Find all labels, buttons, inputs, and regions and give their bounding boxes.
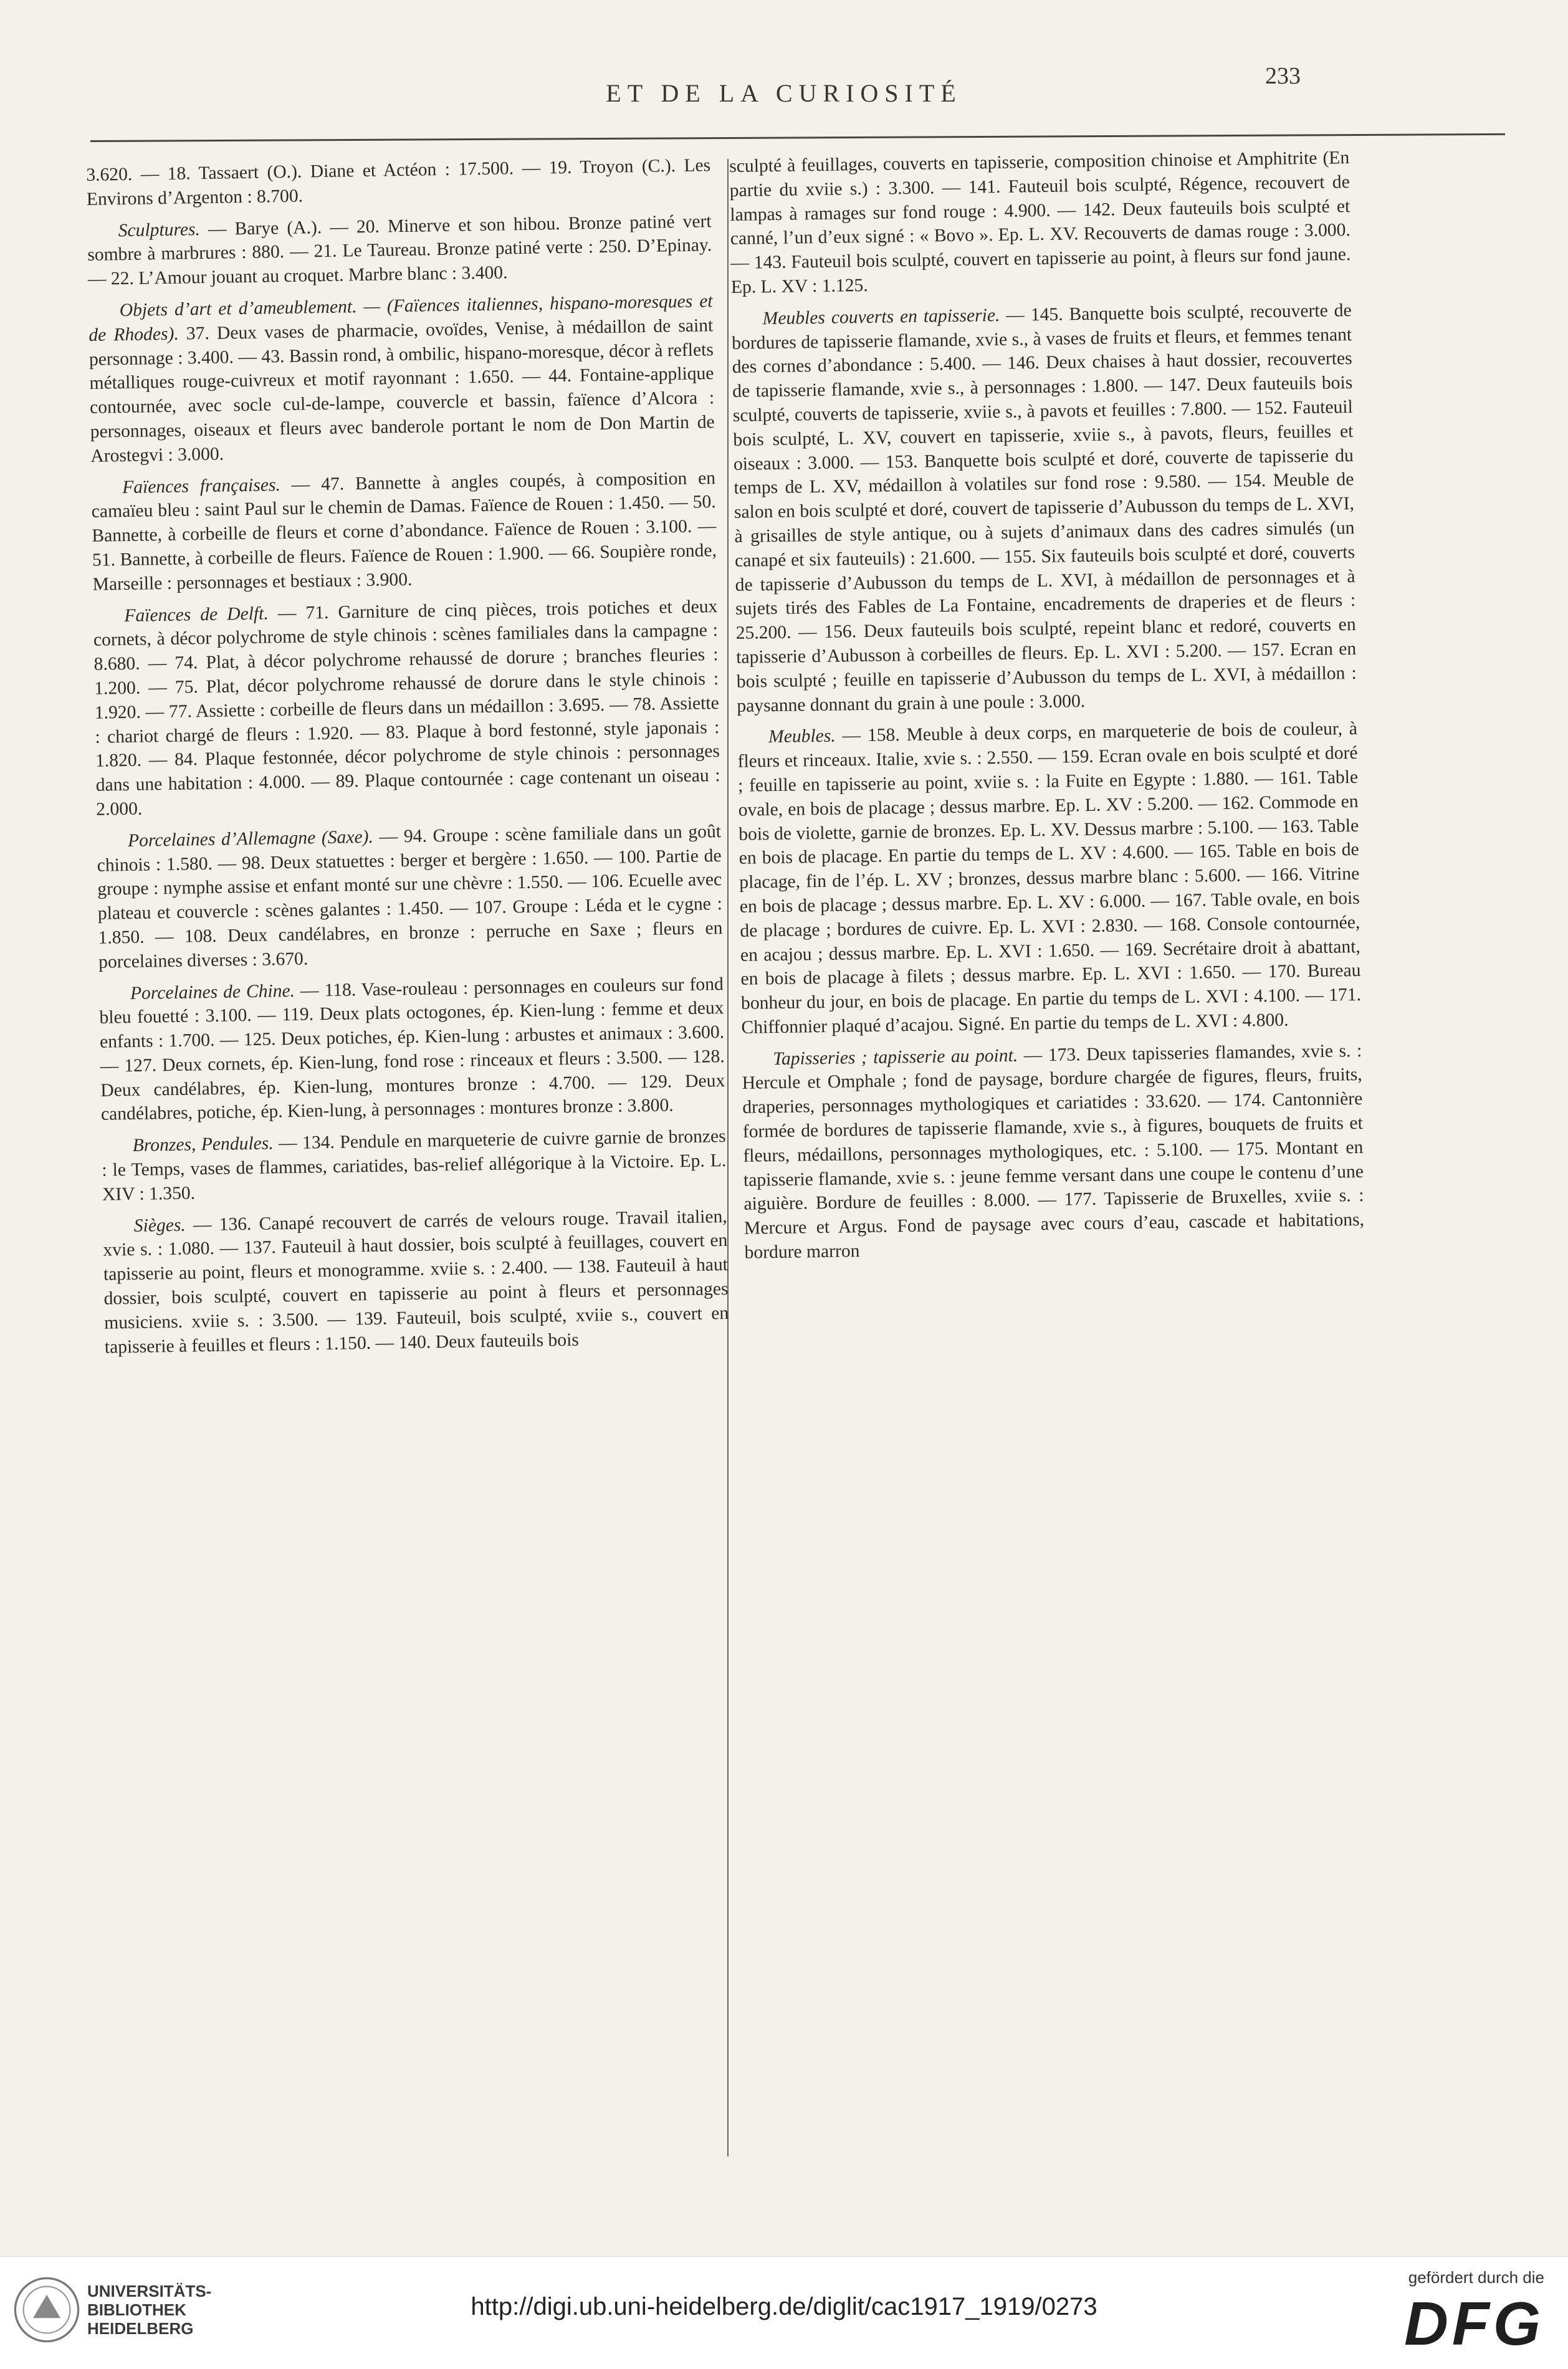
section-heading: Meubles. [768,726,836,747]
section-heading: Tapisseries ; tapisserie au point. [773,1045,1018,1068]
paragraph [742,1039,1365,1265]
paragraph-text: 37. Deux vases de pharmacie, ovoïdes, Venise, à médaillon de saint personnage : 3.400. — 43. Bassin rond, à ombilic, hispano-moresque, décor à reflets métalliques rouge-cuivreux et motif rayonnant : 1.650. — 44. Fontaine-applique contournée, avec socle cul-de-lampe, couvercle et bassin, faïence d’Alcora : personnages, oiseaux et fleurs avec banderole portant le nom de Don Martin de Arostegvi : 3.000. [89,315,715,466]
paragraph-text: — 118. Vase-rouleau : personnages en couleurs sur fond bleu fouetté : 3.100. — 119. Deux plats octogones, ép. Kien-lung : femme et deux enfants : 1.700. — 125. Deux potiches, ép. Kien-lung : arbustes et animaux : 3.600. — 127. Deux cornets, ép. Kien-lung, fond rose : rinceaux et fleurs : 3.500. — 128. Deux candélabres, ép. Kien-lung, montures bronze : 4.700. — 129. Deux candélabres, potiche, ép. Kien-lung, à personnages : montures bronze : 3.800. [99,974,725,1125]
paragraph-text: — 71. Garniture de cinq pièces, trois potiches et deux cornets, à décor polychrome de style chinois : scènes familiales dans la campagne : 8.680. — 74. Plat, à décor polychrome rehaussé de dorure ; branches fleuries : 1.200. — 75. Plat, décor polychrome rehaussé de dorure dans le style chinois : 1.920. — 77. Assiette : corbeille de fleurs dans un médaillon : 3.695. — 78. Assiette : chariot chargé de fleurs : 1.920. — 83. Plaque à bord festonné, style japonais : 1.820. — 84. Plaque festonnée, décor polychrome de style chinois : personnages dans une habitation : 4.000. — 89. Plaque contournée : cage contenant un oiseau : 2.000. [93,596,720,820]
paragraph [729,146,1351,300]
paragraph [88,289,715,468]
column-divider [727,159,729,2156]
section-heading: Bronzes, Pendules. [133,1134,274,1156]
section-heading: Faïences françaises. [122,475,280,497]
library-name-line: BIBLIOTHEK [87,2300,211,2319]
paragraph [737,717,1362,1040]
sponsor-block [1404,2268,1544,2355]
viewer-footer [0,2256,1568,2369]
section-heading: Porcelaines d’Allemagne (Saxe). [128,827,373,851]
paragraph [87,209,712,292]
section-heading: Objets d’art et d’ameublement. — (Faïences italiennes, hispano-moresques et de Rhodes). [88,291,713,345]
section-heading: Meubles couverts en tapisserie. [762,305,1000,328]
paragraph [102,1205,729,1359]
library-name-line: HEIDELBERG [87,2319,211,2338]
paragraph-text: — 145. Banquette bois sculpté, recouverte de bordures de tapisserie flamande, xvie s., à vases de fruits et fleurs, et femmes tenant des cornes d’abondance : 5.400. — 146. Deux chaises à haut dossier, recouvertes de tapisserie flamande, xvie s., à personnages : 1.800. — 147. Deux fauteuils bois sculpté, couverts de tapisserie, xviie s., à pavots et feuilles : 7.800. — 152. Fauteuil bois sculpté, L. XV, couvert en tapisserie, xviie s., à pavots, fleurs, feuilles et oiseaux : 3.000. — 153. Banquette bois sculpté et doré, couverte de tapisserie du temps de L. XV, médaillon à volatiles sur fond rose : 9.580. — 154. Meuble de salon en bois sculpté et doré, couvert de tapisserie d’Aubusson du temps de L. XVI, à grisailles de style antique, ou à sujets d’animaux dans des cadres simulés (un canapé et six fauteuils) : 21.600. — 155. Six fauteuils bois sculpté et doré, couverts de tapisserie d’Aubusson du temps de L. XVI, à médaillon de personnages et à sujets tirés des Fables de La Fontaine, encadrements de draperies et de fleurs : 25.200. — 156. Deux fauteuils bois sculpté, repeint blanc et redoré, couverts en tapisserie d’Aubusson à corbeilles de fleurs. Ep. L. XVI : 5.200. — 157. Ecran en bois sculpté ; feuille en tapisserie d’Aubusson du temps de L. XVI, à médaillon : paysanne donnant du grain à une poule : 3.000. [732,300,1357,716]
header-rule [90,133,1505,142]
paragraph-text: — 134. Pendule en marqueterie de cuivre garnie de bronzes : le Temps, vases de flammes, cariatides, bas-relief allégorique à la Victoire. Ep. L. XIV : 1.350. [102,1126,726,1204]
section-heading: Sièges. [134,1215,186,1235]
section-heading: Porcelaines de Chine. [130,980,295,1003]
right-column [729,146,1365,1273]
paragraph [93,595,720,822]
permalink[interactable]: http://digi.ub.uni-heidelberg.de/diglit/cac1917_1919/0273 [0,2293,1568,2321]
paragraph [86,153,711,211]
paragraph-text: — 94. Groupe : scène familiale dans un goût chinois : 1.580. — 98. Deux statuettes : berger et bergère : 1.650. — 100. Partie de groupe : nymphe assise et enfant monté sur une chèvre : 1.550. — 106. Ecuelle avec plateau et couvercle : scènes galantes : 1.450. — 107. Groupe : Léda et le cygne : 1.850. — 108. Deux candélabres, en bronze : perruche en Saxe ; fleurs en porcelaines diverses : 3.670. [97,821,722,972]
dfg-logo: DFG [1404,2292,1544,2355]
page-number: 233 [1265,62,1301,90]
left-column [86,153,729,1367]
paragraph-text: 3.620. — 18. Tassaert (O.). Diane et Actéon : 17.500. — 19. Troyon (C.). Les Environs d’Argenton : 8.700. [86,155,710,209]
paragraph-text: — Barye (A.). — 20. Minerve et son hibou. Bronze patiné vert sombre à marbrures : 880. — 21. Le Taureau. Bronze patiné verte : 250. D’Epinay. — 22. L’Amour jouant au croquet. Marbre blanc : 3.400. [87,211,712,289]
paragraph [99,972,726,1127]
library-name-line: UNIVERSITÄTS- [87,2282,211,2300]
paragraph [101,1124,727,1207]
paragraph [731,299,1357,718]
paragraph-text: — 47. Bannette à angles coupés, à composition en camaïeu bleu : saint Paul sur le chemin de Damas. Faïence de Rouen : 1.450. — 50. Bannette, à corbeille de fleurs et corne d’abondance. Faïence de Rouen : 3.100. — 51. Bannette, à corbeille de fleurs. Faïence de Rouen : 1.900. — 66. Soupière ronde, Marseille : personnages et bestiaux : 3.900. [92,468,717,595]
sponsor-label: gefördert durch die [1404,2268,1544,2287]
paragraph [91,466,717,597]
paragraph-text: sculpté à feuillages, couverts en tapisserie, composition chinoise et Amphitrite (En partie du xviie s.) : 3.300. — 141. Fauteuil bois sculpté, Régence, recouvert de lampas à ramages sur fond rouge : 4.900. — 142. Deux fauteuils bois sculpté et canné, l’un d’eux signé : « Bovo ». Ep. L. XV. Recouverts de damas rouge : 3.000. — 143. Fauteuil bois sculpté, couvert en tapisserie au point, à fleurs sur fond jaune. Ep. L. XV : 1.125. [729,148,1351,297]
paragraph-text: — 158. Meuble à deux corps, en marqueterie de bois de couleur, à fleurs et rinceaux. Italie, xvie s. : 2.550. — 159. Ecran ovale en bois sculpté et doré ; feuille en tapisserie au point, xviie s. : la Fuite en Egypte : 1.880. — 161. Table ovale, en bois de placage ; dessus marbre. Ep. L. XV : 5.200. — 162. Commode en bois de violette, garnie de bronzes. Ep. L. XV. Dessus marbre : 5.100. — 163. Table en bois de placage. En partie du temps de L. XV : 4.600. — 165. Table en bois de placage, fin de l’ép. L. XV ; bronzes, dessus marbre blanc : 5.600. — 166. Vitrine en bois de placage ; dessus marbre. Ep. L. XV : 6.000. — 167. Table ovale, en bois de placage ; bordures de cuivre. Ep. L. XVI : 2.830. — 168. Console contournée, en acajou ; dessus marbre. Ep. L. XVI : 1.650. — 169. Secrétaire droit à abattant, en bois de placage à filets ; dessus marbre. Ep. L. XVI : 1.650. — 170. Bureau bonheur du jour, en bois de placage. En partie du temps de L. XVI : 4.100. — 171. Chiffonnier plaqué d’acajou. Signé. En partie du temps de L. XVI : 4.800. [737,719,1361,1037]
section-heading: Sculptures. [118,219,200,241]
running-header: ET DE LA CURIOSITÉ [0,79,1568,108]
section-heading: Faïences de Delft. [124,603,269,626]
paragraph-text: — 136. Canapé recouvert de carrés de velours rouge. Travail italien, xvie s. : 1.080. — 137. Fauteuil à haut dossier, bois sculpté à feuillages, couvert en tapisserie au point, fleurs et monogramme. xviie s. : 2.400. — 138. Fauteuil à haut dossier, bois sculpté, couvert en tapisserie au point à fleurs et personnages musiciens. xviie s. : 3.500. — 139. Fauteuil, bois sculpté, xviie s., couvert en tapisserie à feuilles et fleurs : 1.150. — 140. Deux fauteuils bois [103,1207,729,1357]
paragraph [97,820,724,974]
paragraph-text: — 173. Deux tapisseries flamandes, xvie s. : Hercule et Omphale ; fond de paysage, bordure chargée de figures, fleurs, fruits, draperies, personnages mythologiques et cariatides : 33.620. — 174. Cantonnière formée de bordures de tapisserie flamande, xvie s., à figures, bouquets de fruits et fleurs, médaillons, personnages mythologiques, etc. : 5.100. — 175. Montant en tapisserie flamande, xvie s. : jeune femme versant dans une coupe le contenu d’une aiguière. Bordure de feuilles : 8.000. — 177. Tapisserie de Bruxelles, xviie s. : Mercure et Argus. Fond de paysage avec cours d’eau, cascade et habitations, bordure marron [742,1041,1365,1263]
